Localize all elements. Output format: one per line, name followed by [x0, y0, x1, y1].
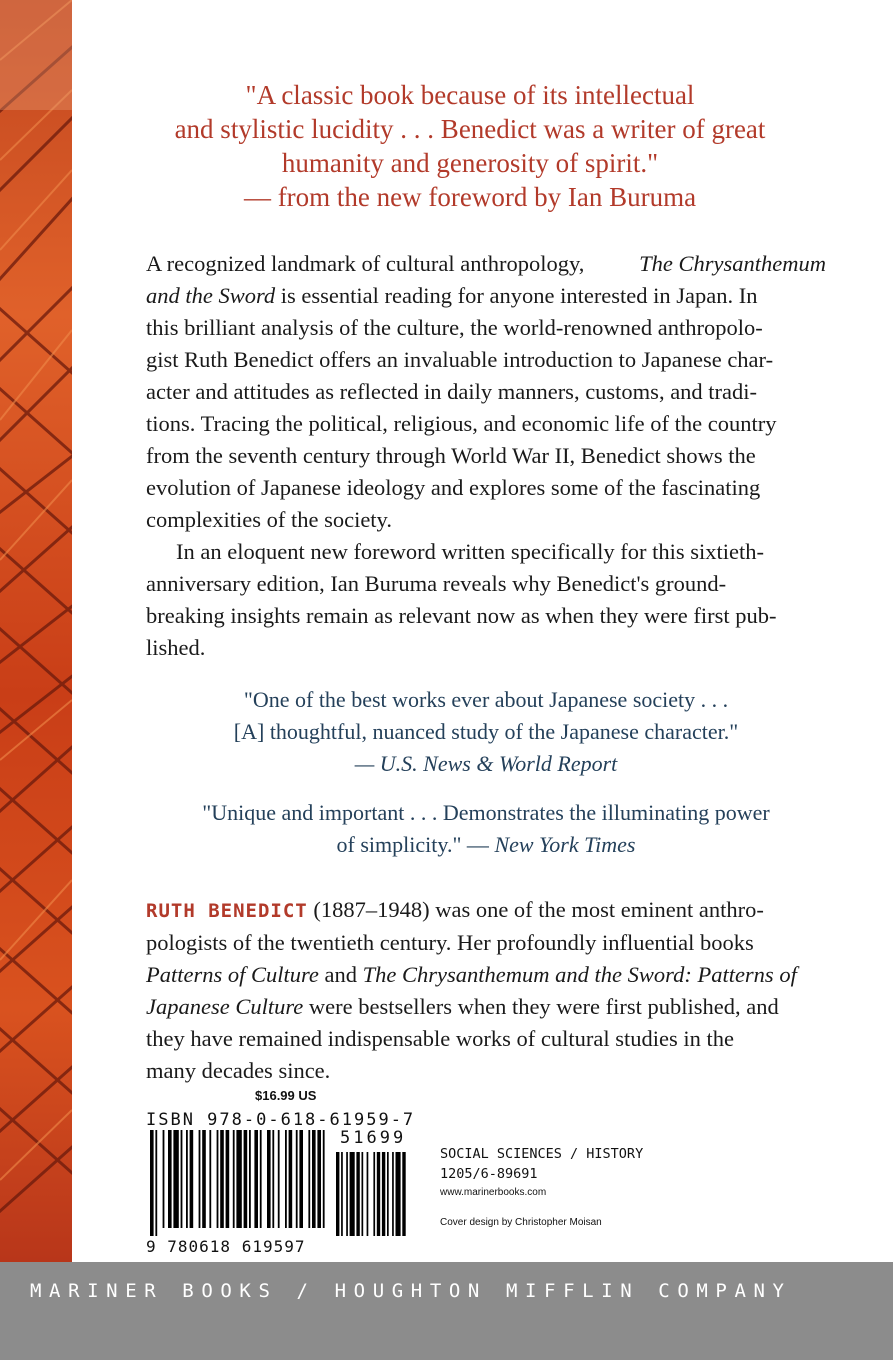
barcode-bar [308, 1130, 310, 1228]
barcode-bar [356, 1152, 359, 1236]
barcode-bar [209, 1130, 211, 1228]
barcode-bar [150, 1130, 154, 1236]
barcode-bar [387, 1152, 389, 1236]
quote-line: [A] thoughtful, nuanced study of the Japanese character." [233, 719, 739, 744]
category-block [440, 1144, 643, 1184]
category-label: SOCIAL SCIENCES / HISTORY [440, 1146, 644, 1162]
pull-quote-line: humanity and generosity of spirit." [281, 148, 659, 178]
barcode-bar [249, 1130, 251, 1228]
barcode-bar [199, 1130, 201, 1228]
description-paragraph-2 [146, 536, 826, 664]
barcode-bar [190, 1130, 194, 1228]
barcode-bar [392, 1152, 394, 1236]
barcode-digits: 9 780618 619597 [146, 1237, 306, 1256]
text-line: gist Ruth Benedict offers an invaluable introduction to Japanese char- [146, 347, 774, 372]
pull-quote-line: "A classic book because of its intellectual [245, 80, 695, 110]
pull-quote-line: and stylistic lucidity . . . Benedict was a writer of great [174, 114, 766, 144]
barcode-bar [163, 1130, 165, 1228]
price-label: $16.99 US [255, 1088, 317, 1103]
quote-line: "One of the best works ever about Japanese society . . . [243, 687, 729, 712]
barcode-bar [226, 1130, 230, 1228]
description-paragraph-1 [146, 248, 826, 536]
text-line: A recognized landmark of cultural anthropology, The Chrysanthemum [146, 248, 826, 280]
author-name: RUTH BENEDICT [146, 900, 308, 922]
text-line: acter and attitudes as reflected in daily manners, customs, and tradi- [146, 379, 758, 404]
barcode-bar [168, 1130, 172, 1228]
barcode-bar [285, 1130, 287, 1228]
barcode-bar [299, 1130, 303, 1228]
cover-credit: Cover design by Christopher Moisan [440, 1217, 602, 1228]
quote-line: "Unique and important . . . Demonstrates the illuminating power [202, 800, 770, 825]
review-quote-1 [146, 684, 826, 780]
barcode-bar [373, 1152, 375, 1236]
text-line: RUTH BENEDICT (1887–1948) was one of the most eminent anthro- [146, 897, 764, 922]
book-title: The Chrysanthemum [639, 251, 826, 276]
barcode-bar [260, 1130, 262, 1228]
pull-quote-attribution: — from the new foreword by Ian Buruma [243, 182, 697, 212]
cover-photo-strip [0, 0, 72, 1262]
barcode-bar [267, 1130, 271, 1228]
barcode-bar [336, 1152, 339, 1236]
text-line: Patterns of Culture and The Chrysanthemum and the Sword: Patterns of [146, 962, 797, 987]
barcode-bar [346, 1152, 348, 1236]
barcode-bar [181, 1130, 183, 1228]
barcode-bar [362, 1152, 364, 1236]
barcode-bar [341, 1152, 343, 1236]
barcode-graphic [146, 1130, 436, 1240]
pull-quote [110, 78, 830, 214]
text-line: tions. Tracing the political, religious, and economic life of the country [146, 411, 777, 436]
barcode-bar [272, 1130, 274, 1228]
barcode-bar [377, 1152, 380, 1236]
barcode-bar [220, 1130, 224, 1228]
text-line: In an eloquent new foreword written specifically for this sixtieth- [176, 539, 764, 564]
barcode-bar [312, 1130, 316, 1228]
text-line: anniversary edition, Ian Buruma reveals why Benedict's ground- [146, 571, 727, 596]
text-line: and the Sword is essential reading for anyone interested in Japan. In [146, 280, 826, 312]
text-line: breaking insights remain as relevant now as when they were first pub- [146, 603, 777, 628]
barcode-bar [155, 1130, 157, 1236]
barcode-bar [317, 1130, 321, 1228]
barcode-bar [244, 1130, 248, 1228]
barcode-bar [382, 1152, 385, 1236]
quote-source: New York Times [494, 832, 636, 857]
text-line: this brilliant analysis of the culture, the world-renowned anthropolo- [146, 315, 763, 340]
barcode-bar [350, 1152, 355, 1236]
barcode-bar [173, 1130, 178, 1228]
barcode-bar [323, 1130, 325, 1228]
text-line: evolution of Japanese ideology and explores some of the fascinating [146, 475, 761, 500]
review-quote-2 [146, 797, 826, 861]
barcode-bar [396, 1152, 401, 1236]
barcode-bar [202, 1130, 206, 1228]
barcode-bar [278, 1130, 280, 1228]
publisher-name: MARINER BOOKS / HOUGHTON MIFFLIN COMPANY [30, 1280, 792, 1302]
publisher-footer [0, 1262, 893, 1360]
barcode-bar [254, 1130, 258, 1228]
text-line: complexities of the society. [146, 507, 392, 532]
quote-line: of simplicity." — New York Times [336, 832, 636, 857]
book-title: and the Sword [146, 283, 276, 308]
text-line: lished. [146, 635, 206, 660]
price-code: 51699 [340, 1128, 407, 1148]
barcode-bar [217, 1130, 219, 1228]
author-bio [146, 894, 826, 1087]
quote-source: — U.S. News & World Report [354, 751, 618, 776]
text-line: Japanese Culture were bestsellers when they were first published, and [146, 994, 779, 1019]
barcode-bar [296, 1130, 298, 1228]
publisher-website: www.marinerbooks.com [440, 1187, 547, 1198]
barcode-bar [367, 1152, 369, 1236]
text-line: they have remained indispensable works of cultural studies in the [146, 1026, 734, 1051]
category-code: 1205/6-89691 [440, 1166, 538, 1182]
barcode-bar [236, 1130, 241, 1228]
text-line: from the seventh century through World War II, Benedict shows the [146, 443, 756, 468]
isbn-label: ISBN 978-0-618-61959-7 [146, 1110, 416, 1130]
barcode-bar [233, 1130, 235, 1228]
barcode-bar [289, 1130, 293, 1228]
barcode-bar [402, 1152, 405, 1236]
text-line: pologists of the twentieth century. Her profoundly influential books [146, 930, 754, 955]
barcode-bar [186, 1130, 188, 1228]
text-line: many decades since. [146, 1058, 331, 1083]
architecture-lattice-image [0, 0, 72, 1262]
